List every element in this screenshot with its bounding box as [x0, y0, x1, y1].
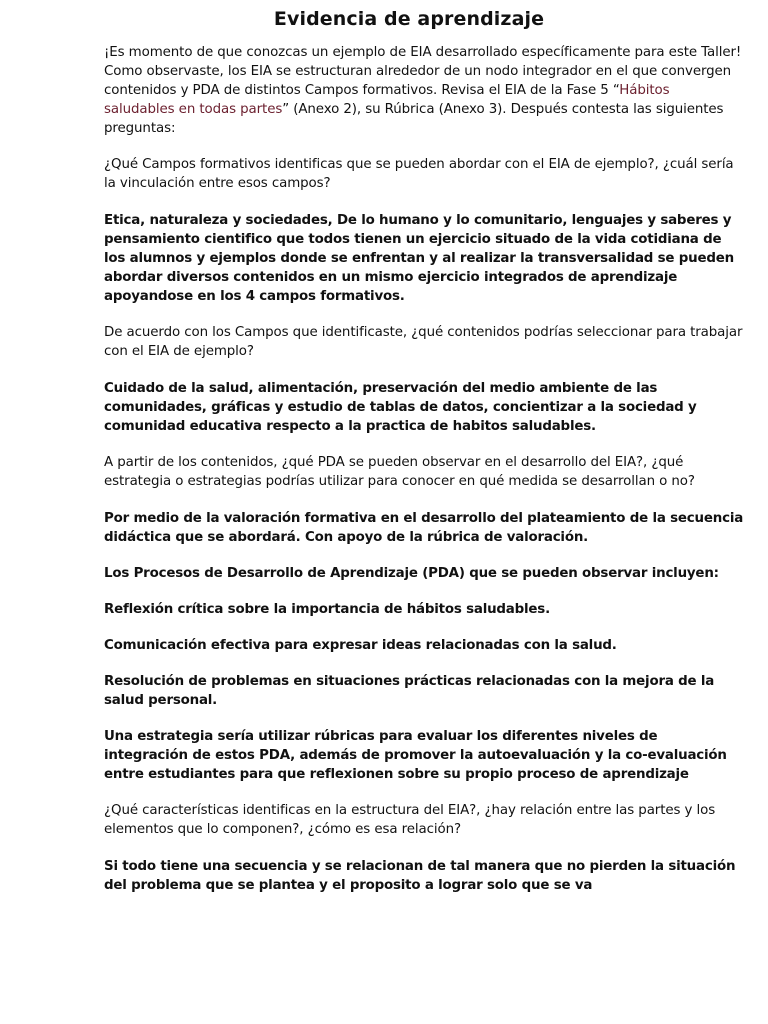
page-title: Evidencia de aprendizaje [273, 8, 545, 30]
answer-4: Si todo tiene una secuencia y se relacionan de tal manera que no pierden la situación del problema que se plantea y el proposito a lograr solo que se va [104, 859, 736, 893]
answer-3-pda-reflexion: Reflexión crítica sobre la importancia de hábitos saludables. [104, 602, 550, 617]
answer-1: Etica, naturaleza y sociedades, De lo humano y lo comunitario, lenguajes y saberes y pensamiento cientifico que todos tienen un ejercicio situado de la vida cotidiana de los alumnos y ejemplos donde se enfrentan y al realizar la transversalidad se pueden abordar diversos contenidos en un mismo ejercicio integrados de aprendizaje apoyandose en los 4 campos formativos. [104, 213, 734, 304]
annex-link-text: Hábitos saludables en todas partes [104, 83, 670, 117]
answer-3-estrategia: Una estrategia sería utilizar rúbricas para evaluar los diferentes niveles de integración de estos PDA, además de promover la autoevaluación y la co-evaluación entre estudiantes para que reflexionen sobre su propio proceso de aprendizaje [104, 729, 727, 782]
answer-2: Cuidado de la salud, alimentación, preservación del medio ambiente de las comunidades, gráficas y estudio de tablas de datos, concientizar a la sociedad y comunidad educativa respecto a la practica de habitos saludables. [104, 381, 697, 434]
answer-3-pda-comunicacion: Comunicación efectiva para expresar ideas relacionadas con la salud. [104, 638, 617, 653]
intro-paragraph [104, 43, 744, 138]
intro-text-end: ” (Anexo 2), su Rúbrica (Anexo 3). Después contesta las siguientes preguntas: [104, 102, 724, 136]
question-2: De acuerdo con los Campos que identificaste, ¿qué contenidos podrías seleccionar para trabajar con el EIA de ejemplo? [104, 325, 743, 359]
intro-text-start: ¡Es momento de que conozcas un ejemplo de EIA desarrollado específicamente para este Taller! Como observaste, los EIA se estructuran alrededor de un nodo integrador en el que convergen contenidos y PDA de distintos Campos formativos. Revisa el EIA de la Fase 5 “ [104, 45, 742, 98]
answer-3-pda-resolucion: Resolución de problemas en situaciones prácticas relacionadas con la mejora de la salud personal. [104, 674, 715, 708]
answer-3-pda-intro: Los Procesos de Desarrollo de Aprendizaje (PDA) que se pueden observar incluyen: [104, 566, 719, 581]
question-4: ¿Qué características identificas en la estructura del EIA?, ¿hay relación entre las partes y los elementos que lo componen?, ¿cómo es esa relación? [104, 803, 716, 837]
question-3: A partir de los contenidos, ¿qué PDA se pueden observar en el desarrollo del EIA?, ¿qué estrategia o estrategias podrías utilizar para conocer en qué medida se desarrollan o no? [104, 455, 695, 489]
document-page [104, 8, 744, 912]
answer-3-valoracion: Por medio de la valoración formativa en el desarrollo del plateamiento de la secuencia didáctica que se abordará. Con apoyo de la rúbrica de valoración. [104, 511, 744, 545]
question-1: ¿Qué Campos formativos identificas que se pueden abordar con el EIA de ejemplo?, ¿cuál sería la vinculación entre esos campos? [104, 157, 734, 191]
